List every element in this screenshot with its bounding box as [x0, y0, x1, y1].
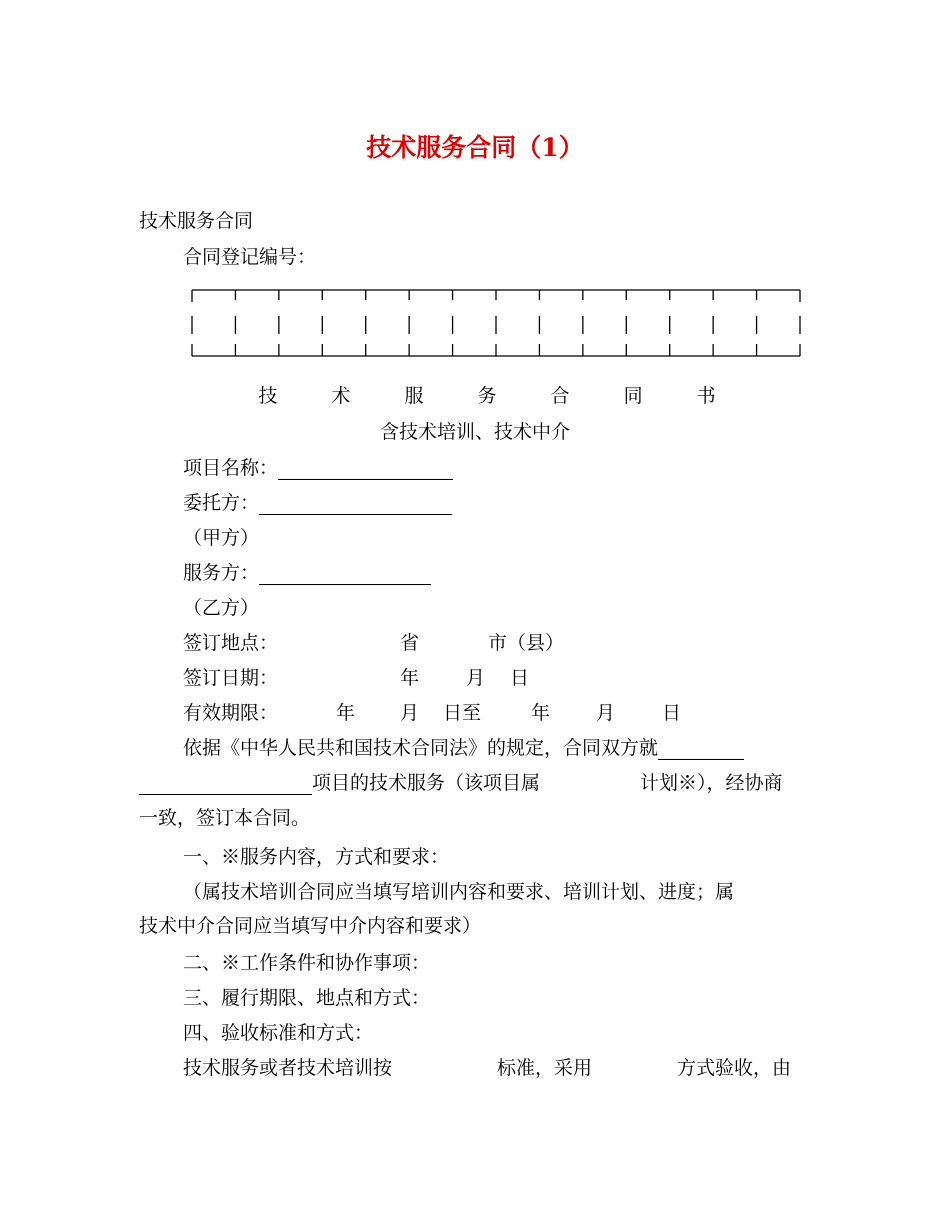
client-row	[183, 491, 452, 515]
client-label: 委托方：	[183, 492, 260, 514]
validity-label: 有效期限：	[183, 702, 279, 724]
service-project-blank-2[interactable]	[139, 774, 312, 795]
section-2-title: 二、※工作条件和协作事项：	[183, 952, 431, 974]
section-4-title: 四、验收标准和方式：	[183, 1022, 374, 1044]
party-b-label: （乙方）	[183, 597, 260, 619]
acceptance-text-a: 技术服务或者技术培训按	[183, 1057, 393, 1079]
service-project-blank-1[interactable]	[658, 739, 744, 760]
basis-text: 依据《中华人民共和国技术合同法》的规定，合同双方就	[183, 737, 659, 759]
validity-end-month: 月	[596, 702, 616, 724]
provider-blank[interactable]	[259, 564, 431, 585]
paragraph-basis-line2	[139, 771, 540, 795]
sign-date-label: 签订日期：	[183, 667, 279, 689]
sign-month-label: 月	[466, 667, 486, 689]
section-1-title: 一、※服务内容，方式和要求：	[183, 846, 450, 868]
contract-book-title: 技 术 服 务 合 同 书	[258, 385, 740, 407]
validity-end-year: 年	[531, 702, 551, 724]
client-blank[interactable]	[259, 494, 452, 515]
document-title: 技术服务合同（1）	[366, 133, 584, 162]
contract-book-subtitle: 含技术培训、技术中介	[379, 421, 570, 443]
project-name-row	[183, 456, 453, 480]
contract-heading: 技术服务合同	[139, 210, 254, 232]
sign-day-label: 日	[510, 667, 530, 689]
agreement-text: 一致，签订本合同。	[139, 807, 311, 829]
validity-start-day-to: 日至	[443, 702, 482, 724]
acceptance-text-b: 标准，采用	[497, 1057, 593, 1079]
city-label: 市（县）	[488, 632, 565, 654]
provider-row	[183, 561, 431, 585]
paragraph-basis-line1	[183, 736, 744, 760]
registration-number-label: 合同登记编号：	[183, 246, 317, 268]
section-3-title: 三、履行期限、地点和方式：	[183, 987, 431, 1009]
plan-text: 计划※），经协商	[640, 772, 783, 794]
validity-end-day: 日	[662, 702, 682, 724]
section-1-note-line2: 技术中介合同应当填写中介内容和要求）	[139, 915, 482, 937]
registration-number-grid	[188, 284, 806, 362]
project-name-blank[interactable]	[278, 459, 453, 480]
section-1-note-line1: （属技术培训合同应当填写培训内容和要求、培训计划、进度；属	[183, 881, 735, 903]
validity-start-year: 年	[336, 702, 356, 724]
party-a-label: （甲方）	[183, 527, 260, 549]
validity-start-month: 月	[400, 702, 420, 724]
acceptance-text-c: 方式验收，由	[677, 1057, 792, 1079]
provider-label: 服务方：	[183, 562, 260, 584]
project-name-label: 项目名称：	[183, 457, 279, 479]
project-belongs-text: 项目的技术服务（该项目属	[312, 772, 541, 794]
province-label: 省	[400, 632, 420, 654]
sign-year-label: 年	[400, 667, 420, 689]
sign-place-label: 签订地点：	[183, 632, 279, 654]
